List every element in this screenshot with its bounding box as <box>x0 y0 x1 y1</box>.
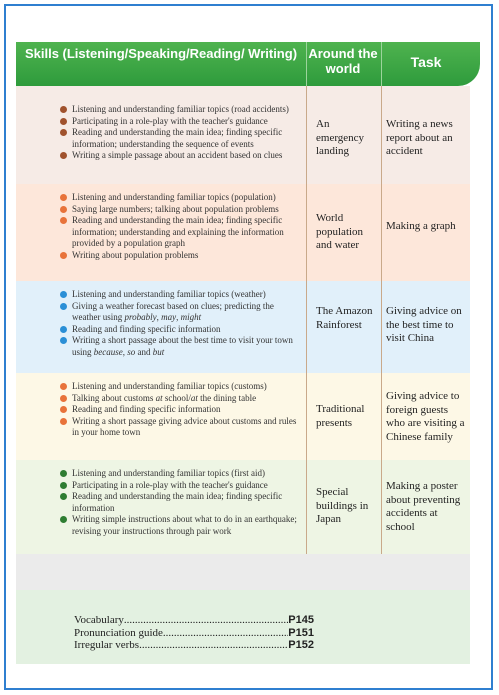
skills-list <box>60 289 304 358</box>
skill-item: Talking about customs at school/at the dining table <box>60 393 304 405</box>
bullet-dot-icon <box>60 326 67 333</box>
skill-item: Participating in a role-play with the teacher's guidance <box>60 116 304 128</box>
bullet-dot-icon <box>60 252 67 259</box>
skills-list <box>60 468 304 537</box>
skill-item: Saying large numbers; talking about population problems <box>60 204 304 216</box>
unit-row-2 <box>16 184 470 281</box>
skill-item: Reading and understanding the main idea; finding specific information <box>60 491 304 514</box>
table-header <box>16 42 480 86</box>
bullet-dot-icon <box>60 482 67 489</box>
page-number: P145 <box>288 614 314 626</box>
skill-item: Giving a weather forecast based on clues; predicting the weather using probably, may, might <box>60 301 304 324</box>
around-the-world-topic: The Amazon Rainforest <box>316 305 373 331</box>
task-text: Making a poster about preventing accidents at school <box>386 480 461 533</box>
page-frame <box>4 4 493 690</box>
bullet-dot-icon <box>60 106 67 113</box>
bullet-dot-icon <box>60 493 67 500</box>
task-text: Making a graph <box>386 220 456 232</box>
skill-item: Reading and understanding the main idea; finding specific information; understanding and explaining the information provided by a population graph <box>60 215 304 250</box>
bullet-dot-icon <box>60 217 67 224</box>
bullet-dot-icon <box>60 118 67 125</box>
header-task: Task <box>410 54 442 70</box>
skill-item: Writing a short passage about the best time to visit your town using because, so and but <box>60 335 304 358</box>
reference-item[interactable]: Pronunciation guide ..... P151 <box>74 627 314 640</box>
bullet-dot-icon <box>60 406 67 413</box>
skill-item: Reading and understanding the main idea; finding specific information; understanding the sequence of events <box>60 127 304 150</box>
skill-item: Listening and understanding familiar topics (first aid) <box>60 468 304 480</box>
header-divider <box>306 42 307 86</box>
header-around-the-world: Around the world <box>308 46 378 76</box>
around-the-world-topic: Traditional presents <box>316 403 365 429</box>
task-text: Giving advice on the best time to visit China <box>386 305 462 344</box>
skill-item: Listening and understanding familiar topics (road accidents) <box>60 104 304 116</box>
skill-item: Writing simple instructions about what to do in an earthquake; revising your instructions through pair work <box>60 514 304 537</box>
unit-row-4 <box>16 373 470 460</box>
skill-item: Writing a simple passage about an accident based on clues <box>60 150 304 162</box>
unit-row-1 <box>16 86 470 184</box>
reference-list <box>74 614 314 652</box>
contents-table <box>16 42 470 664</box>
bullet-dot-icon <box>60 194 67 201</box>
skill-item: Participating in a role-play with the teacher's guidance <box>60 480 304 492</box>
bullet-dot-icon <box>60 383 67 390</box>
bullet-dot-icon <box>60 418 67 425</box>
skill-item: Listening and understanding familiar topics (population) <box>60 192 304 204</box>
page-number: P152 <box>288 639 314 651</box>
skill-item: Listening and understanding familiar topics (customs) <box>60 381 304 393</box>
reference-item[interactable]: Irregular verbs ..... P152 <box>74 639 314 652</box>
bullet-dot-icon <box>60 516 67 523</box>
unit-row-3 <box>16 281 470 373</box>
bullet-dot-icon <box>60 337 67 344</box>
bullet-dot-icon <box>60 291 67 298</box>
skills-list <box>60 192 304 261</box>
task-text: Giving advice to foreign guests who are visiting a Chinese family <box>386 390 465 443</box>
around-the-world-topic: World population and water <box>316 212 364 251</box>
around-the-world-topic: An emergency landing <box>316 118 365 157</box>
bullet-dot-icon <box>60 303 67 310</box>
spacer-band <box>16 554 470 590</box>
skill-item: Writing about population problems <box>60 250 304 262</box>
bullet-dot-icon <box>60 395 67 402</box>
skill-item: Reading and finding specific information <box>60 404 304 416</box>
task-text: Writing a news report about an accident <box>386 118 453 157</box>
bullet-dot-icon <box>60 470 67 477</box>
skill-item: Reading and finding specific information <box>60 324 304 336</box>
skill-item: Listening and understanding familiar topics (weather) <box>60 289 304 301</box>
skills-list <box>60 381 304 439</box>
unit-row-5 <box>16 460 470 554</box>
reference-item[interactable]: Vocabulary ..... P145 <box>74 614 314 627</box>
page-number: P151 <box>288 626 314 639</box>
bullet-dot-icon <box>60 206 67 213</box>
skill-item: Writing a short passage giving advice about customs and rules in your home town <box>60 416 304 439</box>
bullet-dot-icon <box>60 152 67 159</box>
bullet-dot-icon <box>60 129 67 136</box>
around-the-world-topic: Special buildings in Japan <box>316 486 369 525</box>
skills-list <box>60 104 304 162</box>
reference-section <box>16 590 470 664</box>
header-skills: Skills (Listening/Speaking/Reading/ Writing) <box>24 46 298 61</box>
